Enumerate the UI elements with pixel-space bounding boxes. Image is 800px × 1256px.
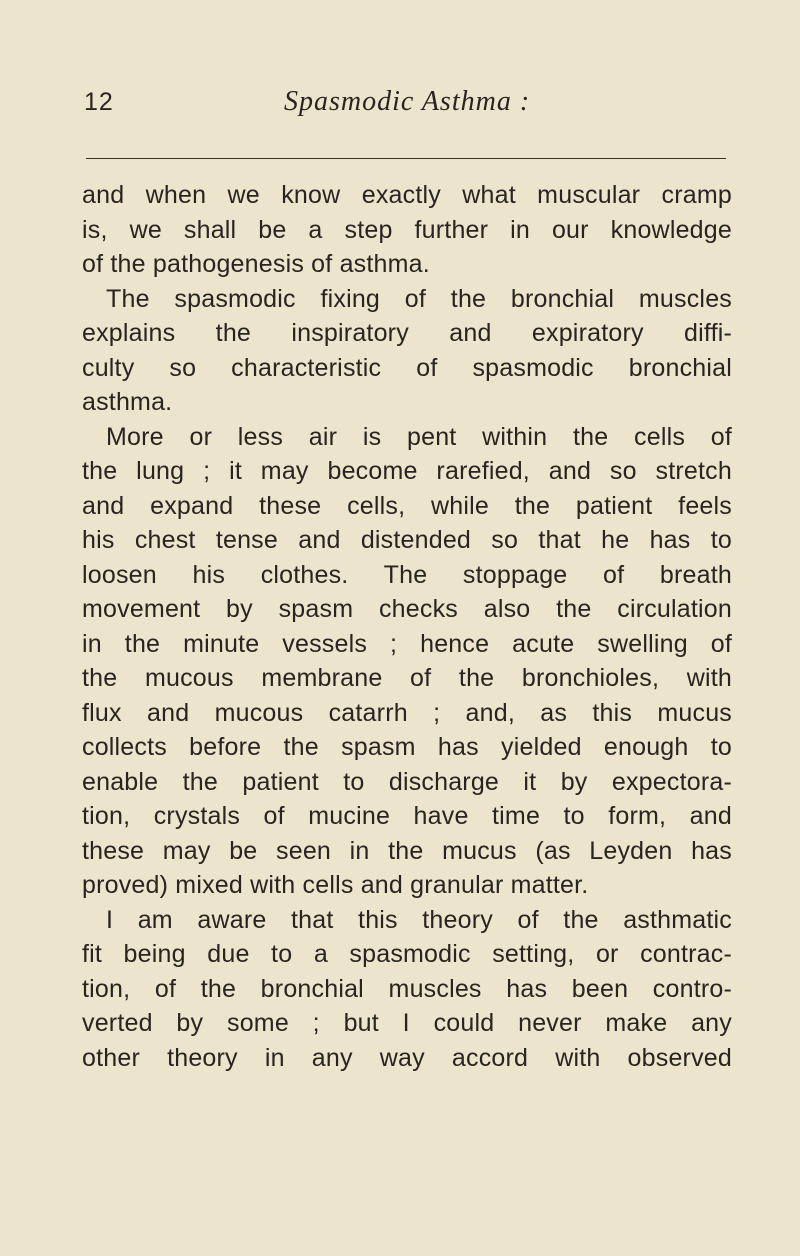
- body-text: [82, 178, 732, 1075]
- text-line: culty so characteristic of spasmodic bronchial: [82, 353, 732, 382]
- text-line: the lung ; it may become rarefied, and so stretch: [82, 457, 732, 485]
- text-line: is, we shall be a step further in our knowledge: [82, 215, 732, 244]
- header-rule: [86, 158, 726, 159]
- paragraph-start-line: I am aware that this theory of the asthmatic: [106, 905, 732, 934]
- text-line: the mucous membrane of the bronchioles, with: [82, 664, 732, 692]
- text-line: these may be seen in the mucus (as Leyden has: [82, 836, 732, 865]
- running-title: Spasmodic Asthma :: [284, 86, 531, 117]
- text-line: and when we know exactly what muscular cramp: [82, 181, 732, 209]
- text-line: his chest tense and distended so that he has to: [82, 526, 732, 554]
- running-head: [84, 88, 724, 128]
- paragraph-start-line: The spasmodic fixing of the bronchial muscles: [106, 284, 732, 313]
- text-line: movement by spasm checks also the circulation: [82, 595, 732, 623]
- text-line: proved) mixed with cells and granular matter.: [82, 871, 589, 899]
- text-line: collects before the spasm has yielded enough to: [82, 733, 732, 761]
- text-line: and expand these cells, while the patient feels: [82, 491, 732, 520]
- text-line: asthma.: [82, 388, 173, 416]
- text-line: enable the patient to discharge it by expectora-: [82, 767, 732, 796]
- text-line: explains the inspiratory and expiratory diffi-: [82, 319, 732, 347]
- text-line: loosen his clothes. The stoppage of breath: [82, 560, 732, 589]
- text-line: flux and mucous catarrh ; and, as this mucus: [82, 698, 732, 727]
- text-line: other theory in any way accord with observed: [82, 1043, 732, 1072]
- paragraph-start-line: More or less air is pent within the cells of: [106, 422, 732, 451]
- text-line: tion, crystals of mucine have time to form, and: [82, 802, 732, 830]
- page-number: 12: [84, 88, 114, 116]
- text-line: in the minute vessels ; hence acute swelling of: [82, 629, 732, 658]
- text-line: of the pathogenesis of asthma.: [82, 250, 430, 278]
- text-line: tion, of the bronchial muscles has been contro-: [82, 974, 732, 1003]
- text-line: fit being due to a spasmodic setting, or contrac-: [82, 940, 732, 968]
- text-line: verted by some ; but I could never make any: [82, 1009, 732, 1037]
